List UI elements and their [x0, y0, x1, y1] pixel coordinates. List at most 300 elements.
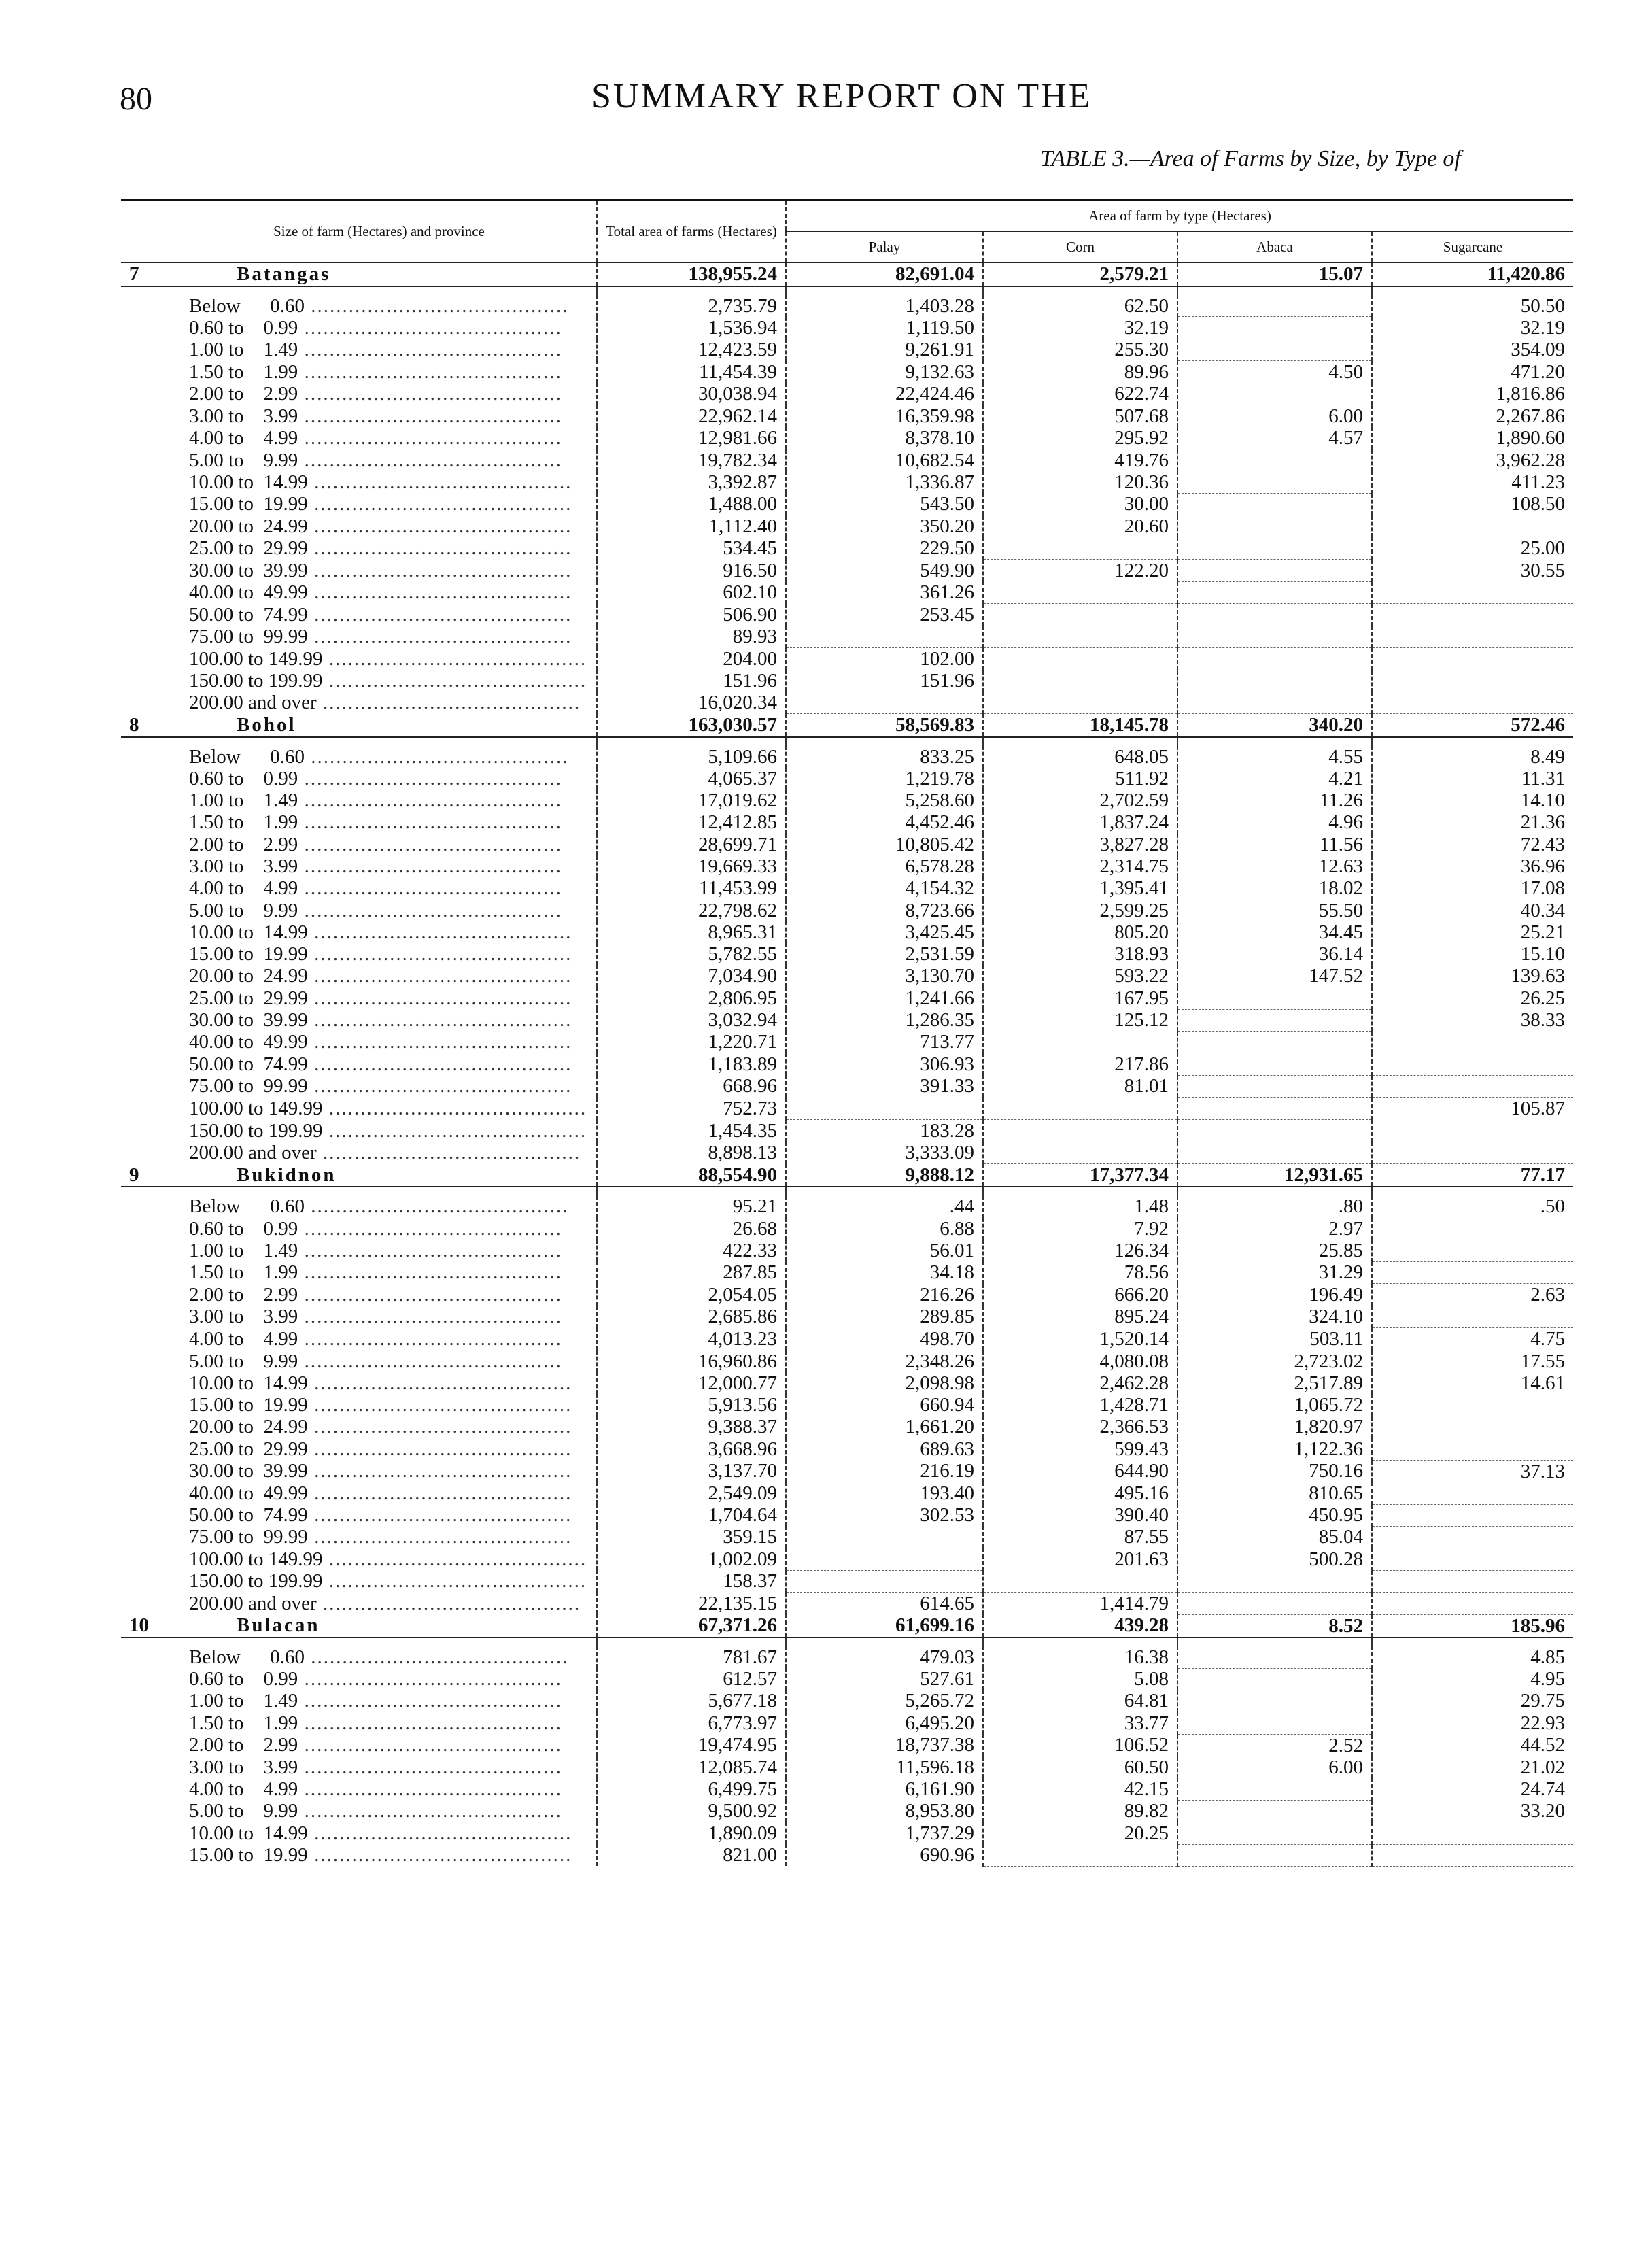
value-cell: [786, 1548, 983, 1570]
value-cell: 64.81: [983, 1690, 1177, 1712]
table-row: [121, 493, 1573, 515]
table-row: [121, 1394, 1573, 1416]
value-cell: 506.90: [597, 604, 786, 626]
size-class-label: Below 0.60 .....: [189, 1646, 568, 1668]
table-row: [121, 1261, 1573, 1283]
value-cell: 644.90: [983, 1460, 1177, 1482]
province-name: Bulacan: [162, 1614, 597, 1637]
table-row: [121, 1844, 1573, 1866]
value-cell: 12,981.66: [597, 427, 786, 449]
header-corn: Corn: [983, 231, 1177, 262]
value-cell: [1177, 560, 1372, 582]
value-cell: [983, 1120, 1177, 1142]
table-row: [121, 1690, 1573, 1712]
value-cell: 22,962.14: [597, 405, 786, 428]
value-cell: 391.33: [786, 1075, 983, 1097]
value-cell: 4.85: [1530, 1646, 1566, 1668]
value-cell: 72.43: [1520, 833, 1566, 855]
size-class-label: Below 0.60 .....: [189, 746, 568, 768]
value-cell: [1177, 581, 1372, 603]
size-class-cell: [162, 900, 597, 921]
size-class-label: 3.00 to 3.99 .....: [189, 405, 562, 427]
value-cell: 1.48: [983, 1195, 1177, 1217]
value-cell: 31.29: [1177, 1261, 1372, 1283]
size-class-cell: [162, 1416, 597, 1438]
size-class-cell: [162, 493, 597, 515]
row-index-cell: [121, 1350, 162, 1372]
province-total-cell: 58,569.83: [786, 714, 983, 737]
table-row: [121, 405, 1573, 428]
value-cell: [1372, 1394, 1573, 1416]
value-cell: 1,837.24: [983, 811, 1177, 833]
value-cell: 5.08: [983, 1668, 1177, 1690]
size-class-label: 0.60 to 0.99 .....: [189, 317, 562, 339]
table-row: [121, 1009, 1573, 1031]
value-cell: 1,286.35: [786, 1009, 983, 1031]
table-row: [121, 900, 1573, 921]
value-cell: 22.93: [1520, 1712, 1566, 1734]
size-class-label: 25.00 to 29.99 .....: [189, 537, 572, 559]
value-cell: 543.50: [786, 493, 983, 515]
row-index-cell: [121, 1098, 162, 1120]
value-cell: 26.68: [597, 1218, 786, 1240]
value-cell: [1177, 383, 1372, 405]
value-cell: 17,019.62: [597, 789, 786, 811]
table-row: [121, 1075, 1573, 1097]
value-cell: 139.63: [1511, 965, 1566, 987]
value-cell: 599.43: [983, 1438, 1177, 1460]
value-cell: 40.34: [1520, 899, 1566, 921]
size-class-cell: [162, 1592, 597, 1614]
value-cell: 229.50: [786, 537, 983, 560]
spacer-cell: [983, 286, 1177, 295]
value-cell: [1372, 1822, 1573, 1844]
value-cell: 6,499.75: [597, 1778, 786, 1800]
value-cell: 37.13: [1520, 1460, 1566, 1482]
value-cell: 1,241.66: [786, 987, 983, 1009]
size-class-label: 3.00 to 3.99 .....: [189, 1756, 562, 1778]
size-class-label: 100.00 to 149.99 .....: [189, 1548, 587, 1570]
spacer-cell: [162, 1637, 597, 1646]
value-cell: 2,462.28: [983, 1372, 1177, 1394]
size-class-cell: [162, 811, 597, 833]
row-index-cell: [121, 834, 162, 855]
value-cell: 105.87: [1511, 1098, 1566, 1120]
value-cell: 350.20: [786, 515, 983, 537]
size-class-label: Below 0.60 .....: [189, 1195, 568, 1217]
value-cell: 6,773.97: [597, 1712, 786, 1734]
value-cell: [1372, 1526, 1573, 1548]
value-cell: 6.88: [786, 1218, 983, 1240]
value-cell: 3,962.28: [1496, 449, 1566, 471]
value-cell: 9,388.37: [597, 1416, 786, 1438]
size-class-cell: [162, 449, 597, 471]
table-row: [121, 1195, 1573, 1217]
value-cell: 498.70: [786, 1328, 983, 1350]
table-row: [121, 877, 1573, 899]
size-class-cell: [162, 1756, 597, 1778]
size-class-cell: [162, 1822, 597, 1844]
size-class-label: 3.00 to 3.99 .....: [189, 855, 562, 877]
size-class-cell: [162, 670, 597, 692]
table-row: [121, 1416, 1573, 1438]
value-cell: 916.50: [597, 560, 786, 582]
row-index-cell: [121, 1031, 162, 1053]
value-cell: 3,137.70: [597, 1460, 786, 1482]
value-cell: 22,424.46: [786, 383, 983, 405]
value-cell: 614.65: [786, 1592, 983, 1614]
value-cell: 8,898.13: [597, 1142, 786, 1163]
size-class-cell: [162, 855, 597, 877]
value-cell: [1372, 1240, 1573, 1261]
value-cell: 17.55: [1520, 1350, 1566, 1372]
spacer-cell: [1177, 1637, 1372, 1646]
value-cell: 511.92: [983, 768, 1177, 789]
value-cell: 7.92: [983, 1218, 1177, 1240]
size-class-cell: [162, 877, 597, 899]
value-cell: 4,452.46: [786, 811, 983, 833]
value-cell: 9,132.63: [786, 360, 983, 383]
spacer-cell: [1372, 1187, 1573, 1195]
size-class-cell: [162, 746, 597, 768]
value-cell: 89.93: [597, 626, 786, 647]
size-class-label: 1.50 to 1.99 .....: [189, 361, 562, 383]
table-row: [121, 515, 1573, 537]
row-index-cell: [121, 405, 162, 428]
size-class-cell: [162, 1240, 597, 1261]
size-class-cell: [162, 1690, 597, 1712]
value-cell: 1,536.94: [597, 317, 786, 339]
row-index-cell: [121, 1592, 162, 1614]
value-cell: 9,500.92: [597, 1800, 786, 1822]
row-index-cell: [121, 1526, 162, 1548]
province-total-cell: 61,699.16: [786, 1614, 983, 1637]
row-index-cell: [121, 1800, 162, 1822]
value-cell: 1,002.09: [597, 1548, 786, 1570]
value-cell: 549.90: [786, 560, 983, 582]
value-cell: 895.24: [983, 1306, 1177, 1327]
value-cell: 7,034.90: [597, 965, 786, 987]
value-cell: 29.75: [1520, 1690, 1566, 1712]
page-number: 80: [120, 81, 152, 117]
size-class-label: 10.00 to 14.99 .....: [189, 921, 572, 943]
spacer-cell: [597, 1637, 786, 1646]
size-class-cell: [162, 427, 597, 449]
value-cell: [1177, 1690, 1372, 1712]
province-index: 9: [121, 1164, 162, 1187]
table-row: [121, 834, 1573, 855]
size-class-cell: [162, 581, 597, 603]
value-cell: 11,596.18: [786, 1756, 983, 1778]
value-cell: 12,000.77: [597, 1372, 786, 1394]
table-row: [121, 360, 1573, 383]
value-cell: 18.02: [1177, 877, 1372, 899]
value-cell: [1177, 987, 1372, 1009]
value-cell: [1177, 1844, 1372, 1866]
value-cell: 95.21: [597, 1195, 786, 1217]
table-row: [121, 1460, 1573, 1482]
value-cell: 2,735.79: [597, 295, 786, 317]
value-cell: 21.02: [1520, 1756, 1566, 1778]
value-cell: [1372, 604, 1573, 626]
spacer-cell: [786, 1187, 983, 1195]
row-index-cell: [121, 768, 162, 789]
value-cell: [983, 692, 1177, 713]
header-index: [121, 200, 162, 263]
value-cell: 38.33: [1520, 1009, 1566, 1032]
value-cell: 527.61: [786, 1668, 983, 1690]
value-cell: 20.60: [983, 515, 1177, 537]
value-cell: 193.40: [786, 1482, 983, 1504]
table-row: [121, 1240, 1573, 1261]
size-class-cell: [162, 1548, 597, 1570]
value-cell: 302.53: [786, 1504, 983, 1526]
value-cell: 2,314.75: [983, 855, 1177, 877]
size-class-label: 40.00 to 49.99 .....: [189, 1482, 572, 1504]
value-cell: 102.00: [786, 647, 983, 670]
value-cell: 4,154.32: [786, 877, 983, 899]
value-cell: 5,265.72: [786, 1690, 983, 1712]
province-total-cell: 138,955.24: [597, 262, 786, 286]
size-class-label: 150.00 to 199.99 .....: [189, 670, 587, 692]
size-class-label: 1.00 to 1.49 .....: [189, 1690, 562, 1712]
size-class-cell: [162, 1438, 597, 1460]
value-cell: 16.38: [983, 1646, 1177, 1668]
value-cell: [1372, 1844, 1573, 1866]
value-cell: 12,423.59: [597, 339, 786, 360]
value-cell: 1,112.40: [597, 515, 786, 537]
table-row: [121, 1284, 1573, 1306]
size-class-label: 4.00 to 4.99 .....: [189, 427, 562, 449]
spacer-cell: [121, 286, 162, 295]
size-class-label: 2.00 to 2.99 .....: [189, 1284, 562, 1306]
value-cell: 752.73: [597, 1098, 786, 1120]
size-class-label: 5.00 to 9.99 .....: [189, 900, 562, 921]
value-cell: 18,737.38: [786, 1734, 983, 1756]
value-cell: 1,119.50: [786, 317, 983, 339]
value-cell: 8,965.31: [597, 921, 786, 943]
value-cell: 11.26: [1177, 789, 1372, 811]
spacer-cell: [1177, 1187, 1372, 1195]
value-cell: 196.49: [1177, 1284, 1372, 1306]
value-cell: [1372, 1438, 1573, 1460]
spacer-cell: [786, 737, 983, 746]
table-row: [121, 1504, 1573, 1526]
value-cell: [1177, 317, 1372, 339]
table-row: [121, 1734, 1573, 1756]
table-row: [121, 604, 1573, 626]
province-total-cell: 439.28: [983, 1614, 1177, 1637]
size-class-cell: [162, 537, 597, 560]
value-cell: 253.45: [786, 604, 983, 626]
value-cell: 1,704.64: [597, 1504, 786, 1526]
value-cell: 50.50: [1520, 294, 1566, 317]
size-class-cell: [162, 1098, 597, 1120]
province-name: Bohol: [162, 714, 597, 737]
size-class-label: 25.00 to 29.99 .....: [189, 1438, 572, 1460]
row-index-cell: [121, 1570, 162, 1592]
value-cell: 1,428.71: [983, 1394, 1177, 1416]
value-cell: 2,517.89: [1177, 1372, 1372, 1394]
row-index-cell: [121, 383, 162, 405]
value-cell: 1,520.14: [983, 1328, 1177, 1350]
value-cell: [983, 1142, 1177, 1163]
value-cell: 20.25: [983, 1822, 1177, 1844]
value-cell: 4.75: [1530, 1328, 1566, 1350]
value-cell: [983, 647, 1177, 670]
value-cell: 3,425.45: [786, 921, 983, 943]
value-cell: 1,488.00: [597, 493, 786, 515]
value-cell: [1177, 471, 1372, 493]
row-index-cell: [121, 1438, 162, 1460]
value-cell: 295.92: [983, 427, 1177, 449]
value-cell: 4.55: [1177, 746, 1372, 768]
size-class-label: 1.50 to 1.99 .....: [189, 1261, 562, 1283]
table-row: [121, 560, 1573, 582]
size-class-label: 10.00 to 14.99 .....: [189, 1822, 572, 1844]
value-cell: 11.56: [1177, 834, 1372, 855]
row-index-cell: [121, 855, 162, 877]
value-cell: [1177, 1053, 1372, 1076]
value-cell: 810.65: [1177, 1482, 1372, 1504]
row-index-cell: [121, 647, 162, 670]
province-total-cell: 17,377.34: [983, 1164, 1177, 1187]
value-cell: 781.67: [597, 1646, 786, 1668]
size-class-label: 4.00 to 4.99 .....: [189, 1778, 562, 1800]
province-index: 7: [121, 262, 162, 286]
value-cell: 24.74: [1520, 1778, 1566, 1801]
header-size: Size of farm (Hectares) and province: [162, 200, 597, 263]
size-class-label: 0.60 to 0.99 .....: [189, 768, 562, 789]
table-row: [121, 1592, 1573, 1614]
value-cell: 318.93: [983, 943, 1177, 965]
size-class-label: 150.00 to 199.99 .....: [189, 1570, 587, 1592]
value-cell: [1372, 1592, 1573, 1614]
size-class-cell: [162, 1261, 597, 1283]
spacer-cell: [597, 286, 786, 295]
row-index-cell: [121, 1734, 162, 1756]
farm-area-table: [121, 199, 1573, 1867]
value-cell: 419.76: [983, 449, 1177, 471]
size-class-cell: [162, 339, 597, 360]
size-class-label: 100.00 to 149.99 .....: [189, 1098, 587, 1119]
spacer-cell: [1372, 286, 1573, 295]
value-cell: 324.10: [1177, 1306, 1372, 1327]
table-row: [121, 626, 1573, 647]
size-class-cell: [162, 1646, 597, 1668]
size-class-cell: [162, 1306, 597, 1327]
value-cell: 167.95: [983, 987, 1177, 1009]
value-cell: [1177, 692, 1372, 713]
value-cell: [1372, 1031, 1573, 1053]
size-class-label: 200.00 and over .....: [189, 692, 581, 713]
size-class-cell: [162, 1482, 597, 1504]
size-class-label: Below 0.60 .....: [189, 295, 568, 317]
value-cell: 4.21: [1177, 768, 1372, 789]
table-row: [121, 449, 1573, 471]
value-cell: 4.57: [1177, 427, 1372, 449]
province-total-cell: 77.17: [1372, 1164, 1573, 1187]
province-total-cell: 18,145.78: [983, 714, 1177, 737]
row-index-cell: [121, 746, 162, 768]
size-class-label: 3.00 to 3.99 .....: [189, 1306, 562, 1327]
size-class-cell: [162, 1142, 597, 1163]
value-cell: [983, 581, 1177, 603]
value-cell: 3,130.70: [786, 965, 983, 987]
table-row: [121, 1328, 1573, 1350]
value-cell: 36.14: [1177, 943, 1372, 965]
size-class-cell: [162, 692, 597, 713]
size-class-cell: [162, 1053, 597, 1076]
value-cell: 821.00: [597, 1844, 786, 1866]
size-class-label: 5.00 to 9.99 .....: [189, 1350, 562, 1372]
size-class-cell: [162, 1570, 597, 1592]
value-cell: [1372, 1570, 1573, 1592]
table-row: [121, 1778, 1573, 1800]
row-index-cell: [121, 877, 162, 899]
row-index-cell: [121, 965, 162, 987]
size-class-label: 1.50 to 1.99 .....: [189, 811, 562, 833]
province-name: Bukidnon: [162, 1164, 597, 1187]
province-total-cell: 163,030.57: [597, 714, 786, 737]
table-row: [121, 1548, 1573, 1570]
row-index-cell: [121, 1690, 162, 1712]
row-index-cell: [121, 1504, 162, 1526]
size-class-label: 20.00 to 24.99 .....: [189, 1416, 572, 1438]
size-class-label: 40.00 to 49.99 .....: [189, 1031, 572, 1053]
row-index-cell: [121, 537, 162, 560]
value-cell: [1177, 1142, 1372, 1163]
value-cell: 8,953.80: [786, 1800, 983, 1822]
value-cell: 1,890.09: [597, 1822, 786, 1844]
size-class-cell: [162, 1844, 597, 1866]
table-row: [121, 1372, 1573, 1394]
value-cell: [1177, 1592, 1372, 1614]
value-cell: [1177, 670, 1372, 692]
table-row: [121, 1053, 1573, 1076]
table-row: [121, 965, 1573, 987]
value-cell: 21.36: [1520, 811, 1566, 834]
size-class-label: 30.00 to 39.99 .....: [189, 560, 572, 581]
value-cell: .80: [1177, 1195, 1372, 1217]
value-cell: [1372, 1261, 1573, 1283]
value-cell: 10,682.54: [786, 449, 983, 471]
size-class-label: 50.00 to 74.99 .....: [189, 1053, 572, 1075]
value-cell: 361.26: [786, 581, 983, 603]
value-cell: [1177, 1570, 1372, 1592]
value-cell: 4,065.37: [597, 768, 786, 789]
value-cell: 2,549.09: [597, 1482, 786, 1504]
value-cell: 3,668.96: [597, 1438, 786, 1460]
value-cell: 26.25: [1520, 987, 1566, 1009]
value-cell: 306.93: [786, 1053, 983, 1076]
table-row: [121, 471, 1573, 493]
size-class-cell: [162, 295, 597, 317]
value-cell: [786, 1526, 983, 1548]
table-row: [121, 1098, 1573, 1120]
value-cell: 2,366.53: [983, 1416, 1177, 1438]
value-cell: 4.50: [1177, 360, 1372, 383]
value-cell: [1177, 1009, 1372, 1031]
value-cell: [1177, 295, 1372, 317]
size-class-cell: [162, 921, 597, 943]
value-cell: 5,109.66: [597, 746, 786, 768]
row-index-cell: [121, 626, 162, 647]
report-title: SUMMARY REPORT ON THE: [591, 77, 1092, 116]
table-row: [121, 647, 1573, 670]
value-cell: 4.95: [1530, 1668, 1566, 1690]
size-class-cell: [162, 383, 597, 405]
